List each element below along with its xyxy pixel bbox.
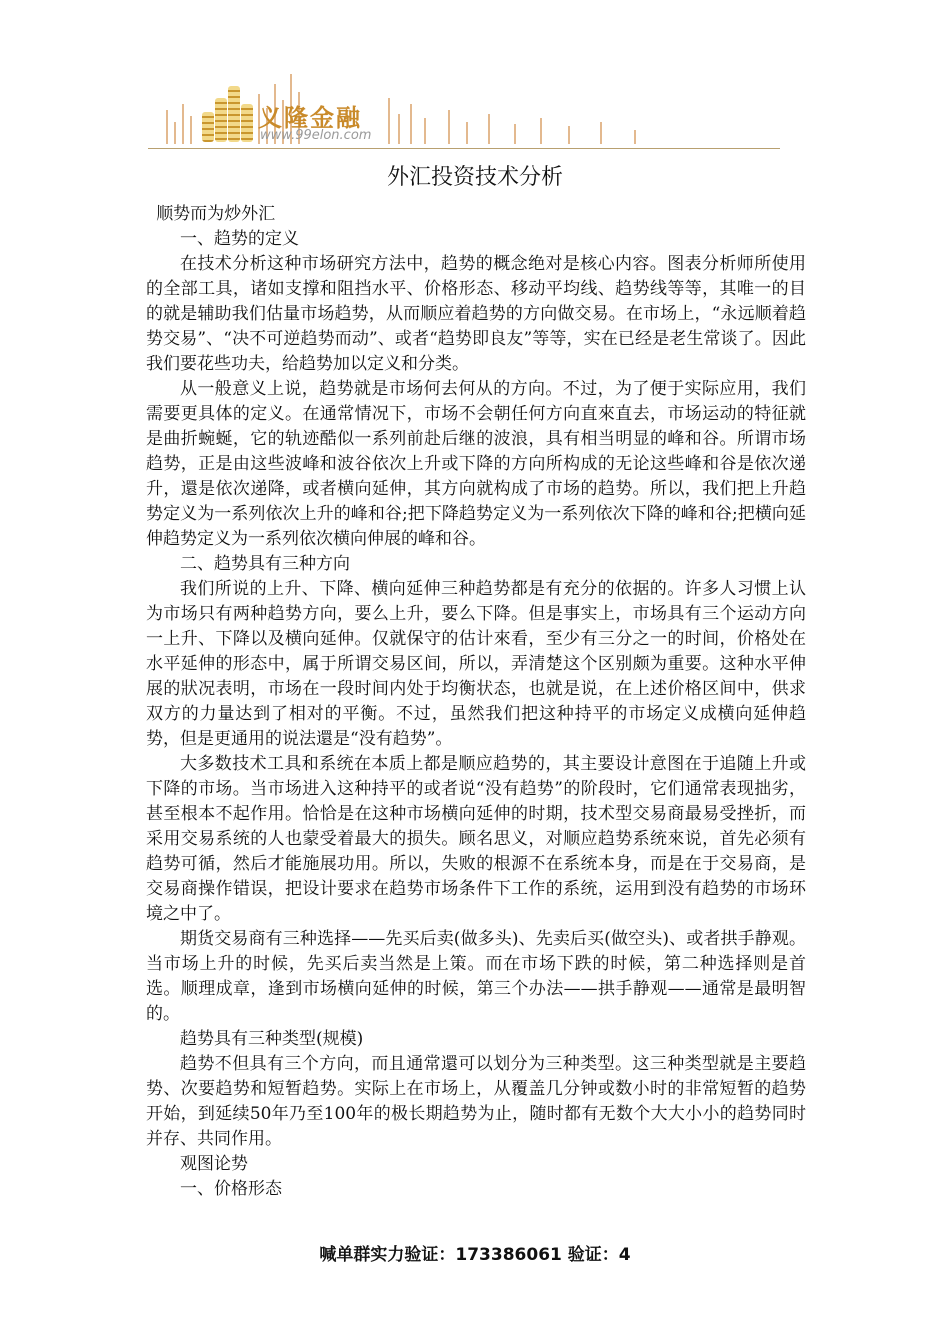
section-heading: 趋势具有三种类型(规模) xyxy=(180,1029,364,1049)
document-title: 外汇投资技术分析 xyxy=(386,165,563,190)
header-logo-banner xyxy=(148,68,780,150)
section-heading: 一、价格形态 xyxy=(180,1179,282,1199)
paragraph: 在技术分析这种市场研究方法中，趋势的概念绝对是核心内容。图表分析师所使用的全部工具，诸如支撑和阻挡水平、价格形态、移动平均线、趋势线等等，其唯一的目的就是辅助我们估量市场趋势，从而顺应着趋势的方向做交易。在市场上，“永远顺着趋势交易”、“决不可逆趋势而动”、或者“趋势即良友”等等，实在已经是老生常谈了。因此我们要花些功夫，给趋势加以定义和分类。 xyxy=(146,254,806,374)
document-body xyxy=(146,202,806,1202)
section-heading: 观图论势 xyxy=(180,1154,248,1174)
paragraph: 趋势不但具有三个方向，而且通常還可以划分为三种类型。这三种类型就是主要趋势、次要趋势和短暂趋势。实际上在市场上，从覆盖几分钟或数小时的非常短暂的趋势开始，到延续50年乃至100年的极长期趋势为止，随时都有无数个大大小小的趋势同时并存、共同作用。 xyxy=(146,1054,806,1149)
paragraph: 顺势而为炒外汇 xyxy=(156,204,276,224)
section-heading: 一、趋势的定义 xyxy=(180,229,299,249)
paragraph: 期货交易商有三种选择——先买后卖(做多头)、先卖后买(做空头)、或者拱手静观。当市场上升的时候，先买后卖当然是上策。而在市场下跌的时候，第二种选择则是首选。顺理成章，逢到市场横向延伸的时候，第三个办法——拱手静观——通常是最明智的。 xyxy=(146,929,806,1024)
paragraph: 从一般意义上说，趋势就是市场何去何从的方向。不过，为了便于实际应用，我们需要更具体的定义。在通常情况下，市场不会朝任何方向直來直去，市场运动的特征就是曲折蜿蜒，它的轨迹酷似一系列前赴后继的波浪，具有相当明显的峰和谷。所谓市场趋势，正是由这些波峰和波谷依次上升或下降的方向所构成的无论这些峰和谷是依次递升，還是依次递降，或者横向延伸，其方向就构成了市场的趋势。所以，我们把上升趋势定义为一系列依次上升的峰和谷;把下降趋势定义为一系列依次下降的峰和谷;把横向延伸趋势定义为一系列依次横向伸展的峰和谷。 xyxy=(146,379,806,549)
section-heading: 二、趋势具有三种方向 xyxy=(180,554,350,574)
footer-note: 喊单群实力验证：173386061 验证：4 xyxy=(319,1245,631,1265)
coin-stack-icon xyxy=(200,86,250,142)
paragraph: 大多数技术工具和系统在本质上都是顺应趋势的，其主要设计意图在于追随上升或下降的市场。当市场进入这种持平的或者说“没有趋势”的阶段时，它们通常表现拙劣，甚至根本不起作用。恰恰是在这种市场横向延伸的时期，技术型交易商最易受挫折，而采用交易系统的人也蒙受着最大的损失。顾名思义，对顺应趋势系统來说，首先必须有趋势可循，然后才能施展功用。所以，失败的根源不在系统本身，而是在于交易商，是交易商操作错误，把设计要求在趋势市场条件下工作的系统，运用到没有趋势的市场环境之中了。 xyxy=(146,754,806,924)
brand-url: www.99elon.com xyxy=(260,128,372,143)
header-divider xyxy=(148,148,780,149)
brand-name: 义隆金融 xyxy=(258,104,362,132)
paragraph: 我们所说的上升、下降、横向延伸三种趋势都是有充分的依据的。许多人习惯上认为市场只有两种趋势方向，要么上升，要么下降。但是事实上，市场具有三个运动方向一上升、下降以及横向延伸。仅就保守的估计來看，至少有三分之一的时间，价格处在水平延伸的形态中，属于所谓交易区间，所以，弄清楚这个区别颇为重要。这种水平伸展的狀况表明，市场在一段时间内处于均衡状态，也就是说，在上述价格区间中，供求双方的力量达到了相对的平衡。不过，虽然我们把这种持平的市场定义成横向延伸趋势，但是更通用的说法還是“没有趋势”。 xyxy=(146,579,806,749)
